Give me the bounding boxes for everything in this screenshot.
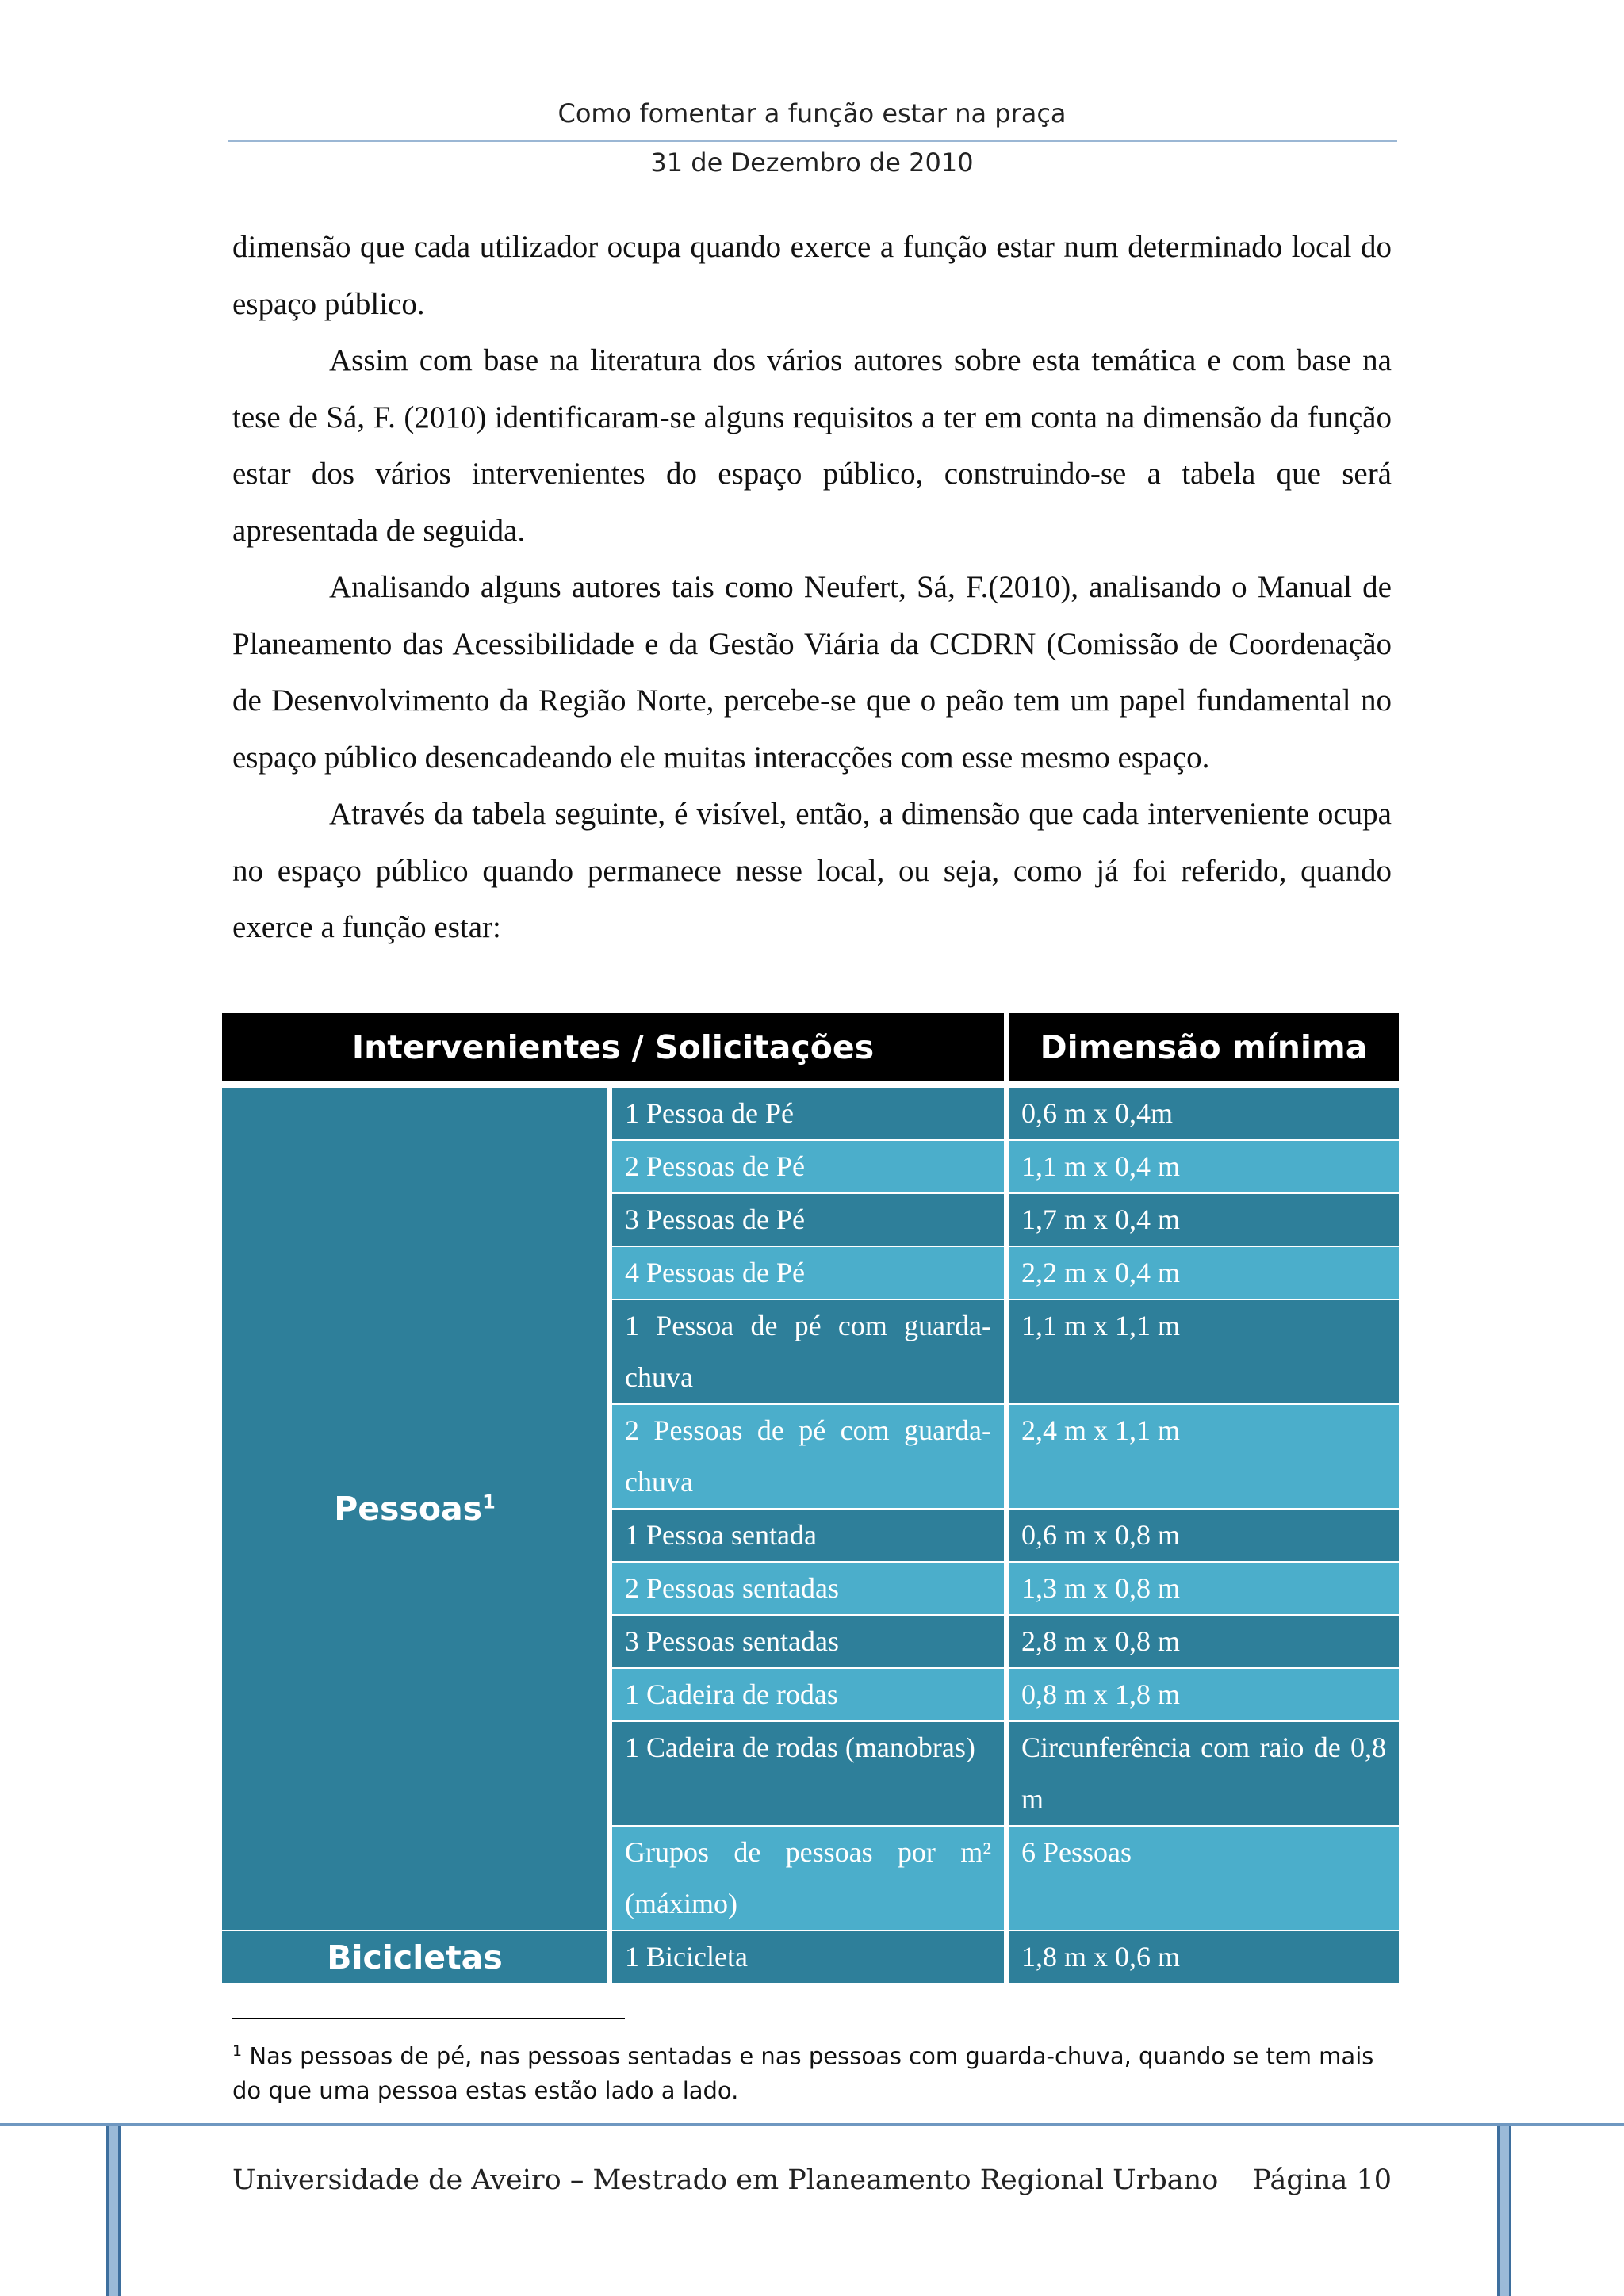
table-header-intervenientes: Intervenientes / Solicitações: [222, 1013, 1004, 1081]
row-label: 3 Pessoas de Pé: [612, 1192, 1004, 1246]
row-value: 1,3 m x 0,8 m: [1009, 1561, 1399, 1614]
footnote-divider: [232, 2018, 625, 2019]
dimension-table: [217, 1013, 1404, 1983]
row-label: 1 Pessoa de pé com guarda-chuva: [612, 1299, 1004, 1403]
row-label: 1 Cadeira de rodas: [612, 1667, 1004, 1720]
table-header-row: [222, 1013, 1399, 1081]
row-value: 0,6 m x 0,4m: [1009, 1086, 1399, 1139]
header-title: Como fomentar a função estar na praça: [557, 98, 1067, 128]
footnote-marker: 1: [232, 2042, 243, 2060]
footer-divider: [0, 2123, 1624, 2126]
paragraph-4: Através da tabela seguinte, é visível, então, a dimensão que cada interveniente ocupa no espaço público quando permanece nesse local, ou seja, como já foi referido, quando exerce a função estar:: [232, 797, 1392, 944]
header-date: 31 de Dezembro de 2010: [650, 147, 974, 178]
row-value: 2,8 m x 0,8 m: [1009, 1614, 1399, 1667]
row-value: 2,2 m x 0,4 m: [1009, 1246, 1399, 1299]
row-value: 2,4 m x 1,1 m: [1009, 1403, 1399, 1508]
row-label: 3 Pessoas sentadas: [612, 1614, 1004, 1667]
row-value: Circunferência com raio de 0,8 m: [1009, 1720, 1399, 1825]
row-value: 6 Pessoas: [1009, 1825, 1399, 1930]
table-header-dimensao: Dimensão mínima: [1009, 1013, 1399, 1081]
group-label-bicicletas: Bicicletas: [327, 1938, 503, 1976]
paragraph-2: Assim com base na literatura dos vários autores sobre esta temática e com base na tese de Sá, F. (2010) identificaram-se alguns requisitos a ter em conta na dimensão da função estar dos vários intervenientes do espaço público, construindo-se a tabela que será apresentada de seguida.: [232, 343, 1392, 548]
page-number: Página 10: [1252, 2164, 1392, 2196]
footnote-text: Nas pessoas de pé, nas pessoas sentadas e nas pessoas com guarda-chuva, quando se tem mais do que uma pessoa estas estão lado a lado.: [232, 2042, 1374, 2104]
footer-right-bar: [1497, 2126, 1511, 2296]
row-label: 2 Pessoas de Pé: [612, 1139, 1004, 1192]
header-divider: [228, 140, 1397, 142]
row-label: 2 Pessoas sentadas: [612, 1561, 1004, 1614]
row-value: 0,6 m x 0,8 m: [1009, 1508, 1399, 1561]
footnote: [232, 2034, 1392, 2108]
row-label: 1 Cadeira de rodas (manobras): [612, 1720, 1004, 1825]
footer-institution: Universidade de Aveiro – Mestrado em Planeamento Regional Urbano: [232, 2164, 1219, 2196]
row-label: 4 Pessoas de Pé: [612, 1246, 1004, 1299]
row-label: 1 Bicicleta: [612, 1930, 1004, 1983]
paragraph-3: Analisando alguns autores tais como Neufert, Sá, F.(2010), analisando o Manual de Planeamento das Acessibilidade e da Gestão Viária da CCDRN (Comissão de Coordenação de Desenvolvimento da Região Norte, percebe-se que o peão tem um papel fundamental no espaço público desencadeando ele muitas interacções com esse mesmo espaço.: [232, 570, 1392, 775]
table-row: [222, 1930, 1399, 1983]
group-cell-pessoas: [222, 1086, 607, 1930]
row-label: 1 Pessoa sentada: [612, 1508, 1004, 1561]
row-label: 2 Pessoas de pé com guarda-chuva: [612, 1403, 1004, 1508]
row-value: 1,1 m x 1,1 m: [1009, 1299, 1399, 1403]
footnote-ref: 1: [482, 1490, 496, 1513]
table-row: [222, 1086, 1399, 1139]
group-cell-bicicletas: [222, 1930, 607, 1983]
row-value: 0,8 m x 1,8 m: [1009, 1667, 1399, 1720]
row-value: 1,8 m x 0,6 m: [1009, 1930, 1399, 1983]
row-value: 1,1 m x 0,4 m: [1009, 1139, 1399, 1192]
row-value: 1,7 m x 0,4 m: [1009, 1192, 1399, 1246]
paragraph-1: dimensão que cada utilizador ocupa quando exerce a função estar num determinado local do espaço público.: [232, 230, 1392, 321]
body-text: [232, 219, 1392, 956]
row-label: Grupos de pessoas por m² (máximo): [612, 1825, 1004, 1930]
footer-left-bar: [106, 2126, 121, 2296]
row-label: 1 Pessoa de Pé: [612, 1086, 1004, 1139]
group-label-pessoas: Pessoas: [334, 1490, 483, 1528]
